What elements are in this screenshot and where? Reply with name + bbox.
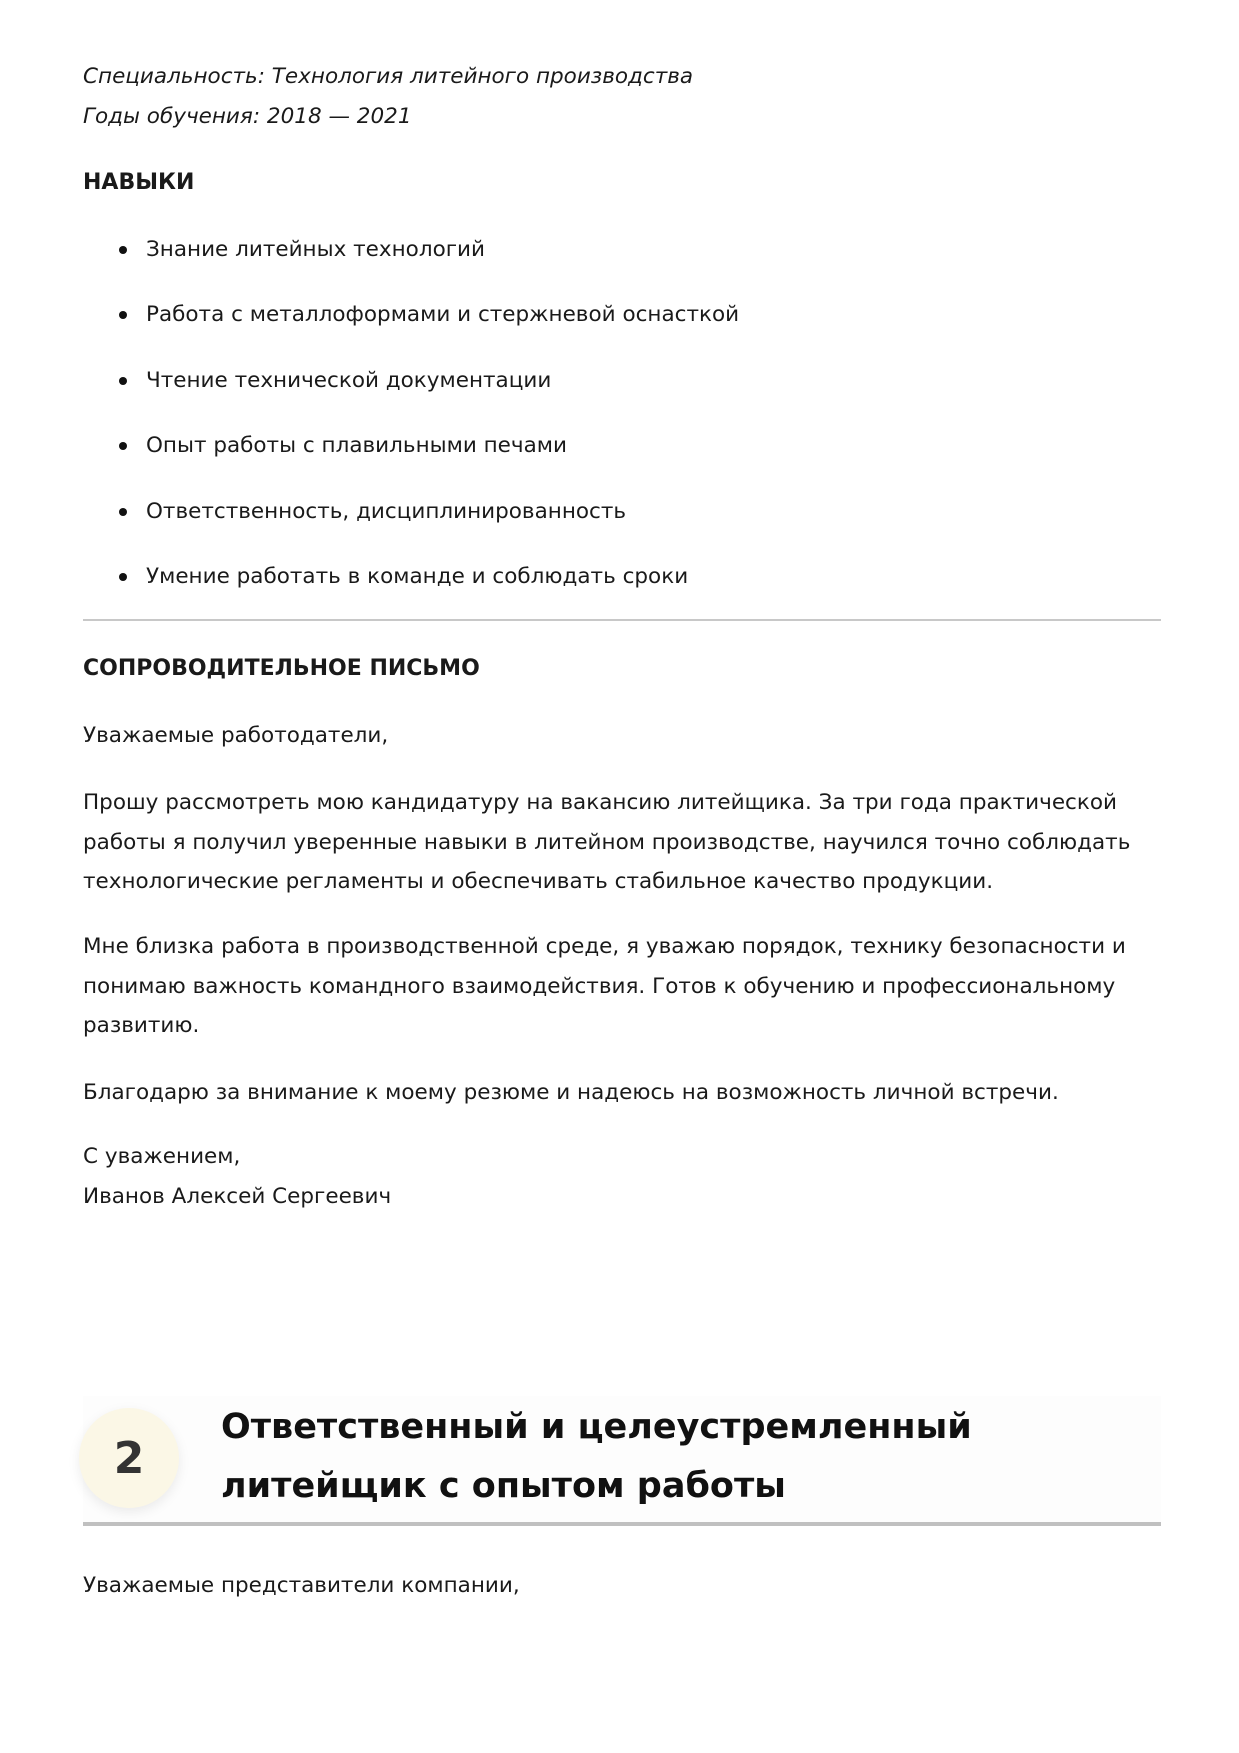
study-years: Годы обучения: 2018 — 2021 (83, 104, 412, 129)
cover-letter-paragraph: Прошу рассмотреть мою кандидатуру на вакансию литейщика. За три года практической работы я получил уверенные навыки в литейном производстве, научился точно соблюдать технологические регламенты и обеспечивать стабильное качество продукции. (83, 790, 1131, 894)
bullet-icon (119, 442, 127, 450)
specialty: Специальность: Технология литейного производства (83, 64, 694, 89)
list-item: Знание литейных технологий (83, 232, 739, 297)
list-item: Ответственность, дисциплинированность (83, 494, 739, 559)
bullet-icon (119, 377, 127, 385)
bullet-icon (119, 246, 127, 254)
list-item: Работа с металлоформами и стержневой оснасткой (83, 297, 739, 362)
example-greeting: Уважаемые представители компании, (83, 1573, 520, 1598)
bullet-icon (119, 573, 127, 581)
list-item: Умение работать в команде и соблюдать сроки (83, 559, 739, 624)
cover-letter-heading: СОПРОВОДИТЕЛЬНОЕ ПИСЬМО (83, 656, 480, 681)
skills-heading: НАВЫКИ (83, 170, 195, 195)
cover-letter-paragraph: Благодарю за внимание к моему резюме и надеюсь на возможность личной встречи. (83, 1080, 1059, 1105)
example-title: Ответственный и целеустремленный литейщик с опытом работы (221, 1407, 972, 1506)
closing: С уважением, (83, 1144, 241, 1169)
list-item: Опыт работы с плавильными печами (83, 428, 739, 493)
example-number-badge: 2 (79, 1408, 179, 1508)
list-item: Чтение технической документации (83, 363, 739, 428)
signature: Иванов Алексей Сергеевич (83, 1184, 392, 1209)
bullet-icon (119, 508, 127, 516)
skills-list (83, 232, 739, 624)
bullet-icon (119, 311, 127, 319)
divider (83, 1522, 1161, 1526)
divider (83, 619, 1161, 621)
cover-letter-greeting: Уважаемые работодатели, (83, 723, 389, 748)
cover-letter-paragraph: Мне близка работа в производственной среде, я уважаю порядок, технику безопасности и понимаю важность командного взаимодействия. Готов к обучению и профессиональному развитию. (83, 934, 1126, 1038)
